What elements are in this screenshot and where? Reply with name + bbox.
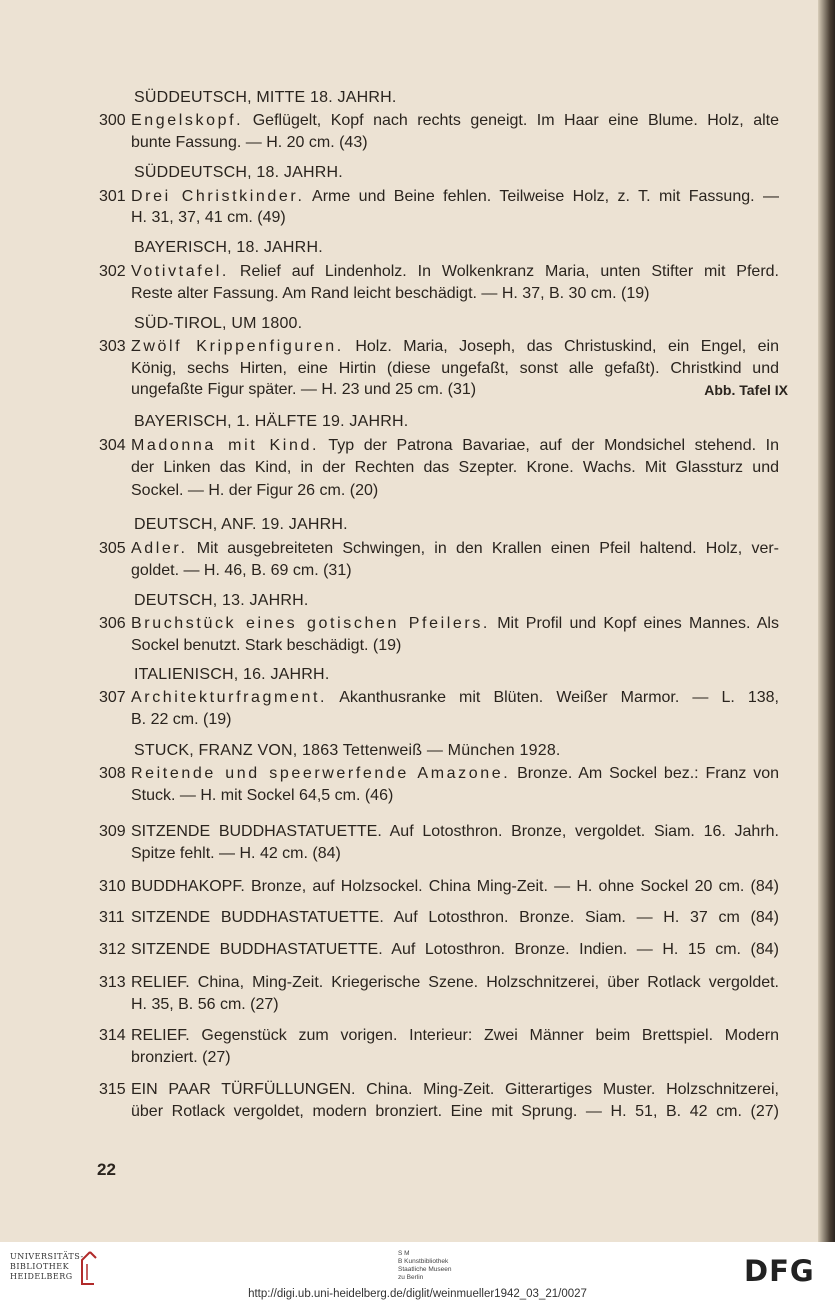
- lot-entry-line: Madonna mit Kind. Typ der Patrona Bavariae, auf der Mondsichel stehend. In: [131, 437, 780, 454]
- section-heading: STUCK, FRANZ VON, 1863 Tettenweiß — München 1928.: [134, 742, 561, 759]
- lot-entry-line: Reste alter Fassung. Am Rand leicht beschädigt. — H. 37, B. 30 cm. (19): [131, 285, 650, 302]
- lot-entry-line: B. 22 cm. (19): [131, 711, 232, 728]
- lot-number: 305: [99, 540, 126, 557]
- lot-entry-line: Sockel. — H. der Figur 26 cm. (20): [131, 482, 379, 499]
- lot-title: Drei Christkinder.: [131, 188, 305, 205]
- lot-entry-line: RELIEF. Gegenstück zum vorigen. Interieur: Zwei Männer beim Brettspiel. Modern: [131, 1027, 779, 1044]
- lot-entry-line: SITZENDE BUDDHASTATUETTE. Auf Lotosthron. Bronze. Siam. — H. 37 cm (84): [131, 909, 779, 926]
- lot-entry-line: Zwölf Krippenfiguren. Holz. Maria, Joseph, das Christuskind, ein Engel, ein: [131, 338, 779, 355]
- lot-entry-line: SITZENDE BUDDHASTATUETTE. Auf Lotosthron. Bronze. Indien. — H. 15 cm. (84): [131, 941, 779, 958]
- lot-entry-line: H. 31, 37, 41 cm. (49): [131, 209, 286, 226]
- lot-entry-line: RELIEF. China, Ming-Zeit. Kriegerische Szene. Holzschnitzerei, über Rotlack vergoldet.: [131, 974, 779, 991]
- lot-number: 301: [99, 188, 126, 205]
- lot-number: 312: [99, 941, 126, 958]
- lot-entry-line: ungefaßte Figur später. — H. 23 und 25 cm. (31): [131, 381, 477, 398]
- permalink-url[interactable]: http://digi.ub.uni-heidelberg.de/diglit/weinmueller1942_03_21/0027: [248, 1288, 587, 1300]
- lot-entry-line: König, sechs Hirten, eine Hirtin (diese ungefaßt, sonst alle gefaßt). Christkind und: [131, 360, 779, 377]
- university-emblem-icon: [78, 1250, 98, 1286]
- lot-title: Engelskopf.: [131, 112, 244, 129]
- lot-entry-line: Votivtafel. Relief auf Lindenholz. In Wolkenkranz Maria, unten Stifter mit Pferd.: [131, 263, 779, 280]
- lot-entry-line: Drei Christkinder. Arme und Beine fehlen. Teilweise Holz, z. T. mit Fassung. —: [131, 188, 779, 205]
- lot-number: 314: [99, 1027, 126, 1044]
- lot-entry-line: H. 35, B. 56 cm. (27): [131, 996, 279, 1013]
- lot-number: 310: [99, 878, 126, 895]
- section-heading: DEUTSCH, 13. JAHRH.: [134, 592, 309, 609]
- lot-number: 304: [99, 437, 126, 454]
- lot-entry-line: Reitende und speerwerfende Amazone. Bronze. Am Sockel bez.: Franz von: [131, 765, 780, 782]
- lot-title: Zwölf Krippenfiguren.: [131, 338, 344, 355]
- section-heading: SÜD-TIROL, UM 1800.: [134, 315, 303, 332]
- lot-number: 306: [99, 615, 126, 632]
- lot-title: Madonna mit Kind.: [131, 437, 319, 454]
- section-heading: BAYERISCH, 1. HÄLFTE 19. JAHRH.: [134, 413, 409, 430]
- page-edge-shadow: [818, 0, 835, 1242]
- lot-title: Architekturfragment.: [131, 689, 328, 706]
- section-heading: BAYERISCH, 18. JAHRH.: [134, 239, 323, 256]
- lot-entry-line: Spitze fehlt. — H. 42 cm. (84): [131, 845, 341, 862]
- lot-entry-line: EIN PAAR TÜRFÜLLUNGEN. China. Ming-Zeit. Gitterartiges Muster. Holzschnitzerei,: [131, 1081, 779, 1098]
- lot-number: 315: [99, 1081, 126, 1098]
- lot-number: 300: [99, 112, 126, 129]
- lot-number: 307: [99, 689, 126, 706]
- lot-entry-line: Architekturfragment. Akanthusranke mit Blüten. Weißer Marmor. — L. 138,: [131, 689, 779, 706]
- lot-title: Bruchstück eines gotischen Pfeilers.: [131, 615, 490, 632]
- lot-entry-line: BUDDHAKOPF. Bronze, auf Holzsockel. China Ming-Zeit. — H. ohne Sockel 20 cm. (84): [131, 878, 779, 895]
- staatliche-museen-logo[interactable]: S M B Kunstbibliothek Staatliche Museen zu Berlin: [398, 1250, 452, 1281]
- lot-title: Adler.: [131, 540, 188, 557]
- lot-entry-line: Adler. Mit ausgebreiteten Schwingen, in den Krallen einen Pfeil haltend. Holz, ver-: [131, 540, 779, 557]
- lot-entry-line: bunte Fassung. — H. 20 cm. (43): [131, 134, 368, 151]
- lot-number: 309: [99, 823, 126, 840]
- university-library-logo[interactable]: UNIVERSITÄTS- BIBLIOTHEK HEIDELBERG: [10, 1252, 84, 1281]
- lot-entry-line: der Linken das Kind, in der Rechten das Szepter. Krone. Wachs. Mit Glassturz und: [131, 459, 779, 476]
- lot-title: Reitende und speerwerfende Amazone.: [131, 765, 511, 782]
- lot-number: 308: [99, 765, 126, 782]
- section-heading: DEUTSCH, ANF. 19. JAHRH.: [134, 516, 348, 533]
- lot-entry-line: Bruchstück eines gotischen Pfeilers. Mit Profil und Kopf eines Mannes. Als: [131, 615, 779, 632]
- section-heading: SÜDDEUTSCH, 18. JAHRH.: [134, 164, 343, 181]
- lot-title: Votivtafel.: [131, 263, 229, 280]
- lot-entry-line: SITZENDE BUDDHASTATUETTE. Auf Lotosthron. Bronze, vergoldet. Siam. 16. Jahrh.: [131, 823, 779, 840]
- dfg-logo[interactable]: DFG: [744, 1254, 815, 1288]
- lot-entry-line: Sockel benutzt. Stark beschädigt. (19): [131, 637, 402, 654]
- section-heading: ITALIENISCH, 16. JAHRH.: [134, 666, 330, 683]
- lot-number: 313: [99, 974, 126, 991]
- lot-entry-line: Stuck. — H. mit Sockel 64,5 cm. (46): [131, 787, 394, 804]
- lot-number: 303: [99, 338, 126, 355]
- plate-reference: Abb. Tafel IX: [704, 382, 788, 398]
- lot-entry-line: über Rotlack vergoldet, modern bronziert. Eine mit Sprung. — H. 51, B. 42 cm. (27): [131, 1103, 779, 1120]
- lot-entry-line: goldet. — H. 46, B. 69 cm. (31): [131, 562, 352, 579]
- lot-number: 311: [99, 909, 125, 926]
- page-number: 22: [97, 1160, 116, 1179]
- lot-entry-line: Engelskopf. Geflügelt, Kopf nach rechts geneigt. Im Haar eine Blume. Holz, alte: [131, 112, 779, 129]
- section-heading: SÜDDEUTSCH, MITTE 18. JAHRH.: [134, 89, 397, 106]
- lot-entry-line: bronziert. (27): [131, 1049, 231, 1066]
- lot-number: 302: [99, 263, 126, 280]
